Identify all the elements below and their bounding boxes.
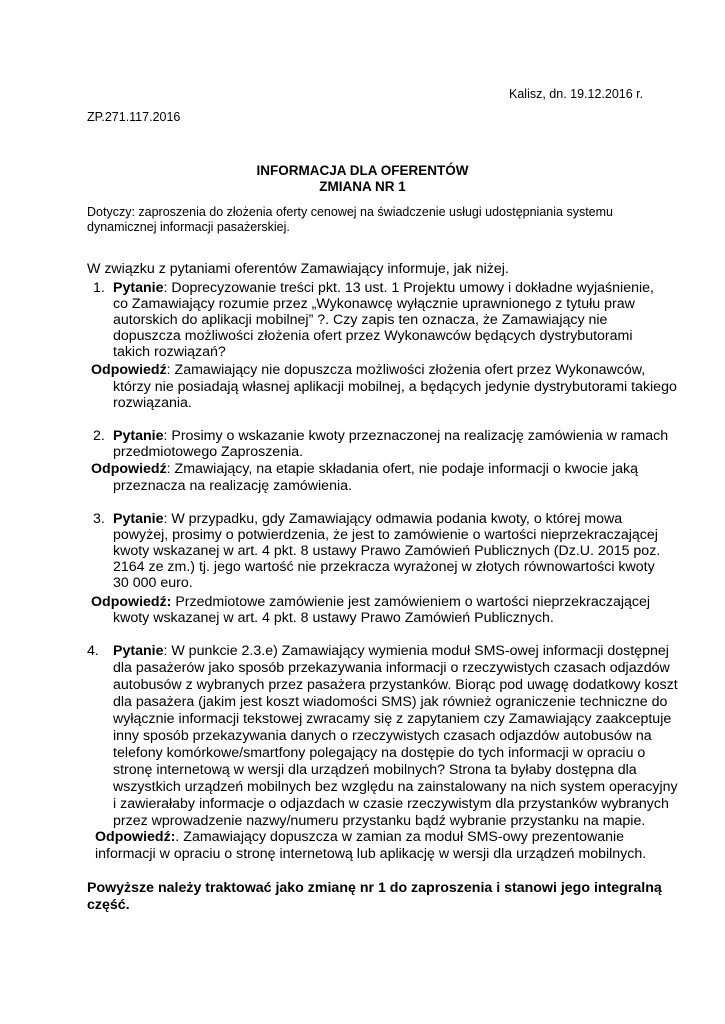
answer-text: . Zamawiający dopuszcza w zamian za moduł SMS-owy prezentowanie — [175, 829, 625, 845]
question-label: Pytanie — [113, 643, 164, 659]
answer-first-line — [91, 594, 650, 610]
item-number: 2. — [93, 428, 105, 444]
item-number: 4. — [87, 643, 99, 659]
closing-line-1: Powyższe należy traktować jako zmianę nr 1 do zaproszenia i stanowi jego integralną — [87, 880, 662, 896]
answer-label: Odpowiedź — [91, 461, 167, 477]
question-line: 2164 ze zm.) tj. jego wartość nie przekracza wyrażonej w złotych równowartości kwoty — [113, 559, 655, 575]
question-line: autobusów z wybranych przez pasażera przystanków. Biorąc pod uwagę dodatkowy koszt — [113, 677, 678, 693]
answer-first-line — [91, 362, 645, 378]
question-line: telefony komórkowe/smartfony polegający na dostępie do tych informacji w opraciu o — [113, 745, 646, 761]
question-text: : Doprecyzowanie treści pkt. 13 ust. 1 Projektu umowy i dokładne wyjaśnienie, — [163, 280, 654, 296]
answer-line: kwoty wskazanej w art. 4 pkt. 8 ustawy Prawo Zamówień Publicznych. — [113, 610, 554, 626]
document-title: INFORMACJA DLA OFERENTÓW — [256, 163, 469, 178]
document-subtitle: ZMIANA NR 1 — [319, 179, 406, 194]
subject-line-2: dynamicznej informacji pasażerskiej. — [87, 220, 290, 234]
place-date: Kalisz, dn. 19.12.2016 r. — [509, 87, 644, 101]
answer-first-line — [91, 461, 638, 477]
answer-label: Odpowiedź — [91, 362, 167, 378]
answer-line: przeznacza na realizację zamówienia. — [113, 478, 352, 494]
question-line: przedmiotowego Zaproszenia. — [113, 444, 304, 460]
item-number: 1. — [93, 280, 105, 296]
question-first-line — [113, 280, 654, 296]
question-line: wyłącznie informacji tekstowej zwracamy się z zapytaniem czy Zamawiający zaakceptuje — [113, 711, 672, 727]
answer-line: rozwiązania. — [113, 395, 192, 411]
question-first-line — [113, 511, 622, 527]
item-number: 3. — [93, 511, 105, 527]
subject-line-1: Dotyczy: zaproszenia do złożenia oferty cenowej na świadczenie usługi udostępniania systemu — [87, 205, 613, 219]
question-line: kwoty wskazanej w art. 4 pkt. 8 ustawy Prawo Zamówień Publicznych (Dz.U. 2015 poz. — [113, 543, 661, 559]
question-first-line — [113, 643, 669, 659]
answer-label: Odpowiedź: — [95, 829, 176, 845]
answer-text: : Zamawiający nie dopuszcza możliwości złożenia ofert przez Wykonawców, — [166, 362, 646, 378]
answer-first-line — [95, 829, 624, 845]
question-line: i zawierałaby informacje o odjazdach w czasie rzeczywistym dla przystanków wybranych — [113, 796, 669, 812]
question-first-line — [113, 428, 668, 444]
question-line: dopuszcza możliwości złożenia ofert przez Wykonawców będących dystrybutorami — [113, 328, 633, 344]
question-line: co Zamawiający rozumie przez „Wykonawcę wyłącznie uprawnionego z tytułu praw — [113, 296, 635, 312]
question-label: Pytanie — [113, 280, 164, 296]
question-text: : Prosimy o wskazanie kwoty przeznaczonej na realizację zamówienia w ramach — [163, 428, 669, 444]
reference-number: ZP.271.117.2016 — [87, 110, 181, 124]
question-line: stronę internetową w wersji dla urządzeń mobilnych? Strona ta byłaby dostępna dla — [113, 762, 637, 778]
answer-line: którzy nie posiadają własnej aplikacji mobilnej, a będących jedynie dystrybutorami takiego — [113, 379, 677, 395]
intro-text: W związku z pytaniami oferentów Zamawiający informuje, jak niżej. — [87, 261, 509, 277]
question-line: takich rozwiązań? — [113, 344, 226, 360]
question-line: dla pasażera (jakim jest koszt wiadomości SMS) jak również ograniczenie techniczne do — [113, 694, 668, 710]
question-label: Pytanie — [113, 511, 164, 527]
answer-text: : Zmawiający, na etapie składania ofert, nie podaje informacji o kwocie jaką — [166, 461, 638, 477]
question-line: dla pasażerów jako sposób przekazywania informacji o rzeczywistych czasach odjazdów — [113, 660, 670, 676]
answer-line: informacji w opraciu o stronę internetową lub aplikację w wersji dla urządzeń mobilnych. — [95, 846, 647, 862]
question-line: 30 000 euro. — [113, 575, 193, 591]
question-line: powyżej, prosimy o potwierdzenia, że jest to zamówienie o wartości nieprzekraczającej — [113, 527, 658, 543]
question-line: autorskich do aplikacji mobilnej” ?. Czy zapis ten oznacza, że Zamawiający nie — [113, 312, 608, 328]
closing-line-2: część. — [87, 897, 130, 913]
answer-text: Przedmiotowe zamówienie jest zamówieniem o wartości nieprzekraczającej — [171, 594, 651, 610]
question-text: : W punkcie 2.3.e) Zamawiający wymienia moduł SMS-owej informacji dostępnej — [163, 643, 669, 659]
question-line: inny sposób przekazywania danych o rzeczywistych czasach odjazdów autobusów na — [113, 728, 652, 744]
answer-label: Odpowiedź: — [91, 594, 172, 610]
question-text: : W przypadku, gdy Zamawiający odmawia podania kwoty, o której mowa — [163, 511, 623, 527]
question-line: wszystkich urządzeń mobilnych bez względu na zainstalowany na nich system operacyjny — [113, 779, 678, 795]
question-line: przez wprowadzenie nazwy/numeru przystanku bądź wybranie przystanku na mapie. — [113, 813, 646, 829]
question-label: Pytanie — [113, 428, 164, 444]
